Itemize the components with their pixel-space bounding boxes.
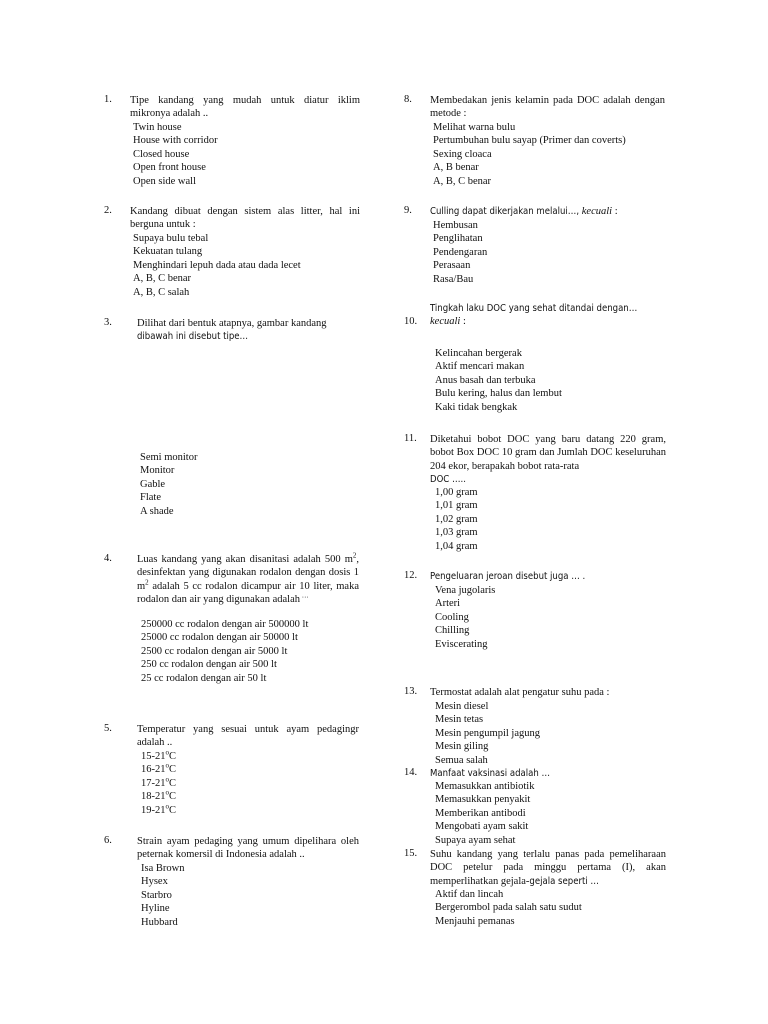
option: 25 cc rodalon dengan air 50 lt: [141, 672, 267, 684]
question-stem: [430, 433, 666, 487]
option: Rasa/Bau: [433, 273, 474, 285]
option: Twin house: [133, 122, 182, 133]
option: 25000 cc rodalon dengan air 50000 lt: [141, 632, 298, 644]
option: Arteri: [435, 598, 461, 610]
option-value: 15-21: [141, 751, 166, 762]
option: Aktif mencari makan: [435, 361, 525, 373]
unit: C: [169, 777, 177, 789]
option: Mesin pengumpil jagung: [435, 727, 540, 739]
option-value: 19-21: [141, 804, 166, 816]
option: A shade: [140, 505, 174, 517]
unit: C: [169, 791, 177, 803]
option: [141, 777, 176, 790]
question-stem: [137, 553, 359, 607]
option: [141, 804, 176, 817]
option: Mesin tetas: [435, 714, 484, 726]
question-stem: [430, 302, 665, 329]
question-number: 4.: [104, 553, 112, 564]
options-list: [435, 700, 540, 767]
option: Starbro: [141, 889, 172, 901]
option: Kekuatan tulang: [133, 246, 203, 258]
degree-sign: o: [165, 802, 169, 811]
stem-text: Tingkah laku DOC yang sehat ditandai dengan…: [430, 303, 638, 314]
options-list: [141, 618, 308, 685]
options-list: [133, 121, 218, 188]
option: Hubbard: [141, 916, 178, 928]
stem-emphasis: kecuali: [581, 206, 613, 217]
question-stem: Kandang dibuat dengan sistem alas litter, hal ini berguna untuk :: [130, 206, 360, 231]
option: 1,01 gram: [435, 500, 478, 512]
stem-text: Diketahui bobot DOC yang baru datang 220 gram, bobot Box DOC 10 gram dan Jumlah DOC keseluruhan 204 ekor, berapakah bobot rata-rata: [430, 434, 666, 472]
option: Vena jugolaris: [435, 585, 496, 596]
option: 1,04 gram: [435, 540, 478, 552]
option: 250 cc rodalon dengan air 500 lt: [141, 659, 277, 671]
option: Closed house: [133, 148, 190, 160]
option: Memasukkan penyakit: [435, 794, 531, 806]
stem-text: Culling dapat dikerjakan melalui…,: [430, 206, 582, 217]
option: 1,03 gram: [435, 527, 478, 539]
options-list: [435, 888, 582, 928]
option: Bulu kering, halus dan lembut: [435, 388, 562, 400]
options-list: [133, 232, 301, 299]
option: [141, 763, 176, 776]
option: Open front house: [133, 162, 206, 174]
stem-text: :: [612, 206, 618, 217]
option: Mesin diesel: [435, 701, 489, 712]
option: Hembusan: [433, 220, 478, 231]
option: Menjauhi pemanas: [435, 915, 515, 927]
question-stem: Membedakan jenis kelamin pada DOC adalah dengan metode :: [430, 95, 665, 120]
option: Cooling: [435, 611, 469, 623]
unit: C: [169, 751, 177, 762]
degree-sign: o: [165, 748, 169, 757]
option: [141, 790, 176, 803]
superscript: 2: [145, 578, 149, 587]
question-number: 2.: [104, 205, 112, 216]
stem-emphasis: kecuali: [430, 316, 461, 328]
question-stem: [430, 848, 666, 888]
option: 1,02 gram: [435, 513, 478, 525]
option: 1,00 gram: [435, 487, 478, 498]
stem-line: dibawah ini disebut tipe…: [137, 331, 249, 343]
question-number: 1.: [104, 94, 112, 105]
degree-sign: o: [165, 788, 169, 797]
option: Aktif dan lincah: [435, 889, 504, 900]
stem-text: :: [460, 316, 466, 328]
superscript: 2: [352, 551, 357, 560]
question-number: 5.: [104, 723, 112, 734]
option: Bergerombol pada salah satu sudut: [435, 902, 582, 914]
question-number: 11.: [404, 433, 417, 444]
option: Kaki tidak bengkak: [435, 401, 518, 413]
stem-text: Suhu kandang yang terlalu panas pada pemeliharaan DOC petelur pada minggu pertama (I), akan memperlihatkan gejala-: [430, 849, 666, 887]
question-stem: Termostat adalah alat pengatur suhu pada :: [430, 687, 610, 698]
stem-text: Luas kandang yang akan disanitasi adalah 500 m: [137, 554, 353, 565]
question-number: 14.: [404, 767, 418, 778]
question-number: 9.: [404, 205, 412, 216]
option: Eviscerating: [435, 638, 488, 650]
question-number: 8.: [404, 94, 412, 105]
options-list: [435, 780, 534, 847]
option: Chilling: [435, 625, 470, 637]
degree-sign: o: [165, 775, 169, 784]
option-value: 17-21: [141, 777, 166, 789]
option: Perasaan: [433, 260, 471, 272]
option: Menghindari lepuh dada atau dada lecet: [133, 259, 301, 271]
option: House with corridor: [133, 135, 218, 147]
stem-ellipsis: …: [299, 591, 309, 600]
question-number: 3.: [104, 317, 112, 328]
option: Kelincahan bergerak: [435, 348, 522, 359]
option: Memberikan antibodi: [435, 807, 526, 819]
option: Anus basah dan terbuka: [435, 374, 536, 386]
option: Supaya bulu tebal: [133, 233, 209, 244]
option: A, B, C benar: [133, 273, 192, 285]
option: Pendengaran: [433, 246, 488, 258]
degree-sign: o: [165, 761, 169, 770]
options-list: [435, 347, 562, 414]
question-stem: [137, 317, 362, 344]
options-list: [433, 121, 626, 188]
option: A, B, C salah: [133, 286, 190, 298]
option: Hyline: [141, 903, 170, 915]
option: Semi monitor: [140, 452, 198, 463]
stem-text: gejala seperti …: [529, 875, 599, 887]
option: Isa Brown: [141, 863, 185, 874]
option: Supaya ayam sehat: [435, 834, 516, 846]
options-list: [140, 451, 197, 518]
option: Open side wall: [133, 175, 196, 187]
question-stem: [430, 205, 665, 218]
stem-text: adalah 5 cc rodalon dicampur air 10 liter, maka rodalon dan air yang digunakan adalah: [137, 580, 359, 606]
question-stem: Temperatur yang sesuai untuk ayam pedagingr adalah ..: [137, 724, 359, 749]
option: Monitor: [140, 465, 175, 477]
options-list: [141, 862, 184, 929]
option-value: 16-21: [141, 764, 166, 776]
question-number: 10.: [404, 316, 418, 327]
option: Penglihatan: [433, 233, 483, 245]
option: Mesin giling: [435, 741, 489, 753]
options-list: [141, 750, 176, 817]
question-stem: Strain ayam pedaging yang umum dipelihara oleh peternak komersil di Indonesia adalah ..: [137, 836, 359, 861]
question-stem: Pengeluaran jeroan disebut juga … .: [430, 571, 586, 582]
option: Melihat warna bulu: [433, 122, 516, 133]
option: Memasukkan antibiotik: [435, 781, 535, 792]
option: Pertumbuhan bulu sayap (Primer dan coverts): [433, 135, 626, 147]
unit: C: [169, 764, 177, 776]
question-number: 12.: [404, 570, 418, 581]
options-list: [433, 219, 487, 286]
stem-line: Dilihat dari bentuk atapnya, gambar kandang: [137, 318, 327, 329]
option: Hysex: [141, 876, 168, 888]
option-value: 18-21: [141, 791, 166, 803]
options-list: [435, 486, 478, 553]
option: Flate: [140, 492, 161, 504]
question-number: 6.: [104, 835, 112, 846]
option: Mengobati ayam sakit: [435, 821, 529, 833]
option: Semua salah: [435, 754, 488, 766]
options-list: [435, 584, 495, 651]
unit: C: [169, 804, 177, 816]
option: A, B, C benar: [433, 175, 492, 187]
stem-text: , desinfektan yang digunakan rodalon dengan dosis 1 m: [137, 554, 359, 592]
option: A, B benar: [433, 162, 479, 174]
question-number: 15.: [404, 848, 418, 859]
option: Sexing cloaca: [433, 148, 492, 160]
question-number: 13.: [404, 686, 418, 697]
question-stem: Manfaat vaksinasi adalah …: [430, 768, 551, 779]
question-stem: Tipe kandang yang mudah untuk diatur iklim mikronya adalah ..: [130, 95, 360, 120]
option: [141, 750, 176, 763]
option: 250000 cc rodalon dengan air 500000 lt: [141, 619, 309, 630]
stem-text: DOC …..: [430, 474, 466, 486]
option: Gable: [140, 478, 166, 490]
option: 2500 cc rodalon dengan air 5000 lt: [141, 645, 288, 657]
